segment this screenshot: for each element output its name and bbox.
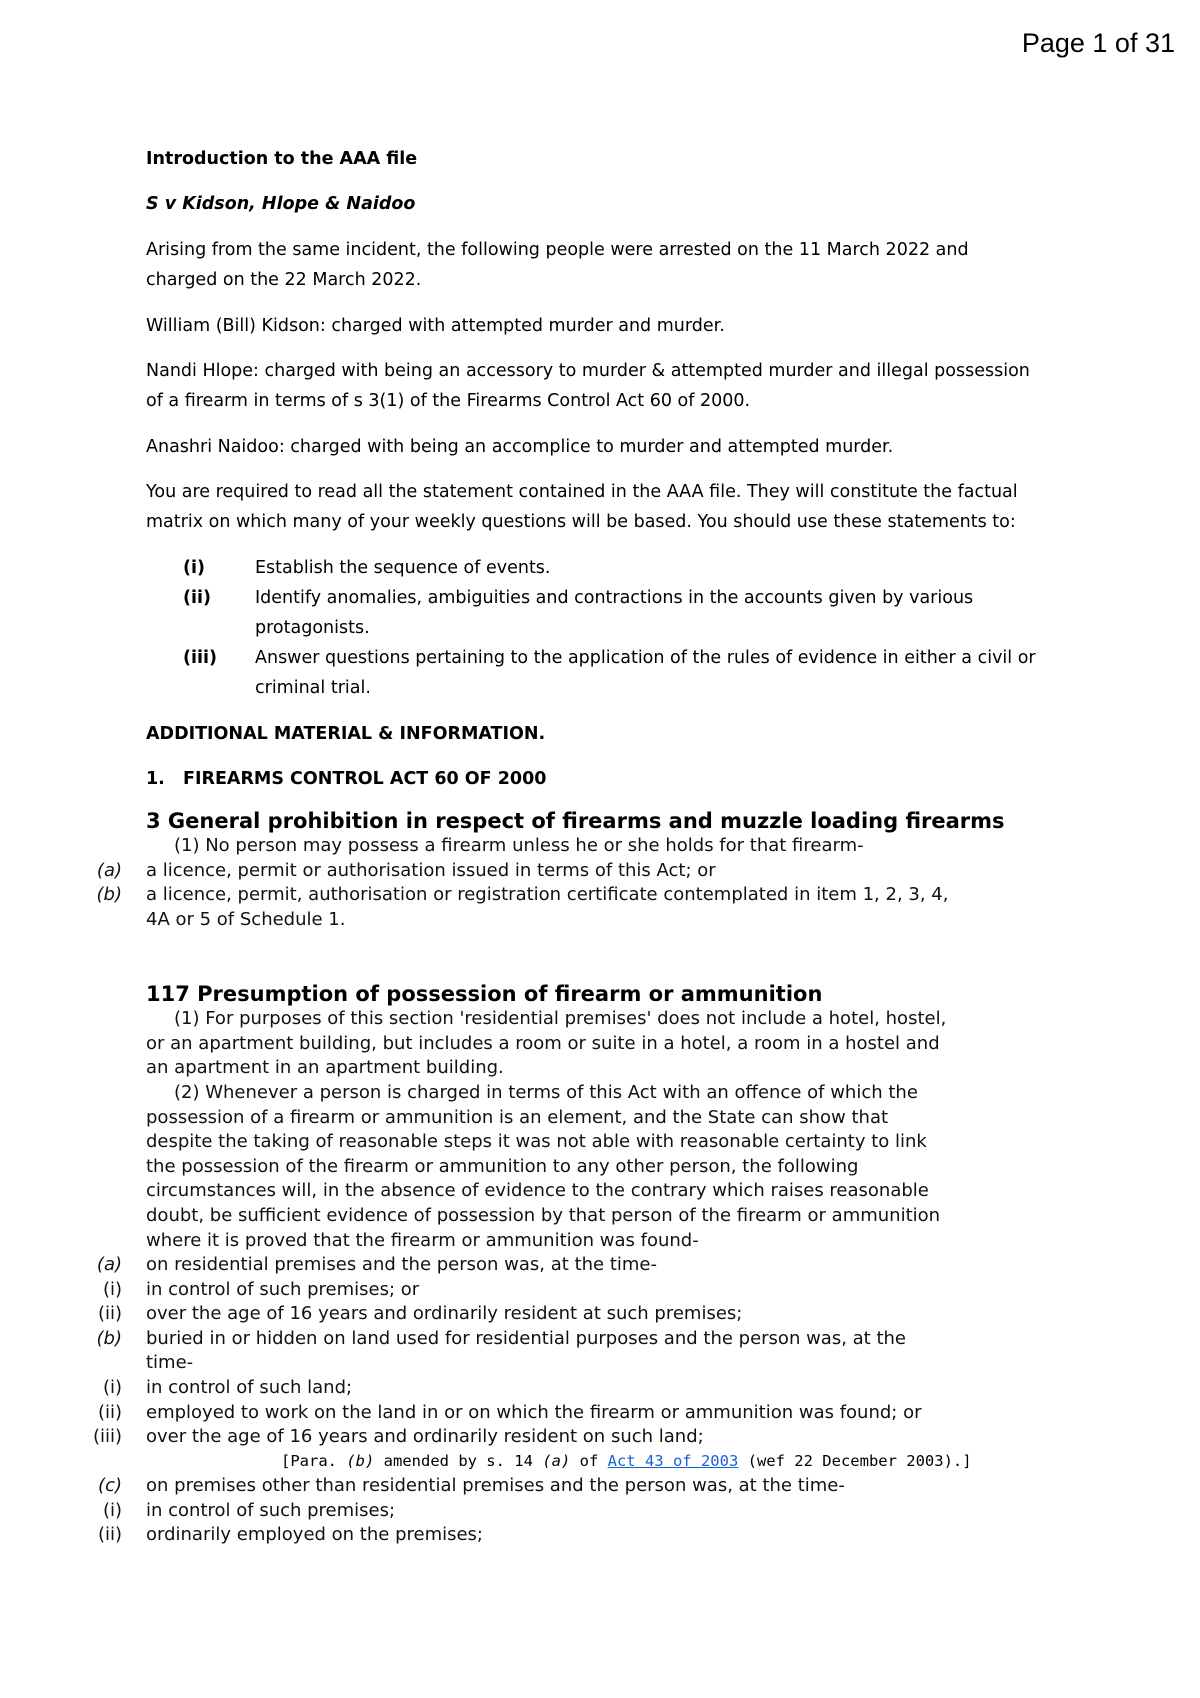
- section-3-heading: 3 General prohibition in respect of firearms and muzzle loading firearms: [146, 809, 1005, 833]
- hlope-charge-line-2: of a firearm in terms of s 3(1) of the Firearms Control Act 60 of 2000.: [146, 391, 751, 411]
- section-117-item: ordinarily employed on the premises;: [146, 1524, 483, 1545]
- section-117-item: in control of such premises;: [146, 1500, 396, 1521]
- section-3-para-b-line-1: a licence, permit, authorisation or registration certificate contemplated in item 1, 2, 3, 4,: [146, 884, 949, 905]
- section-117-item: over the age of 16 years and ordinarily resident at such premises;: [146, 1303, 743, 1324]
- amendment-suffix: (wef 22 December 2003).]: [738, 1452, 972, 1470]
- section-117-sub-2-line: circumstances will, in the absence of evidence to the contrary which raises reasonable: [146, 1180, 929, 1201]
- task-text: protagonists.: [255, 618, 370, 638]
- section-117-sub-1-line: an apartment in an apartment building.: [146, 1057, 504, 1078]
- intro-title: Introduction to the AAA file: [146, 149, 418, 169]
- section-117-sub-2-line: (2) Whenever a person is charged in terms of this Act with an offence of which the: [174, 1082, 918, 1103]
- section-117-sub-2-line: possession of a firearm or ammunition is an element, and the State can show that: [146, 1107, 889, 1128]
- section-117-sub-2-line: despite the taking of reasonable steps it was not able with reasonable certainty to link: [146, 1131, 927, 1152]
- arrest-line-2: charged on the 22 March 2022.: [146, 270, 422, 290]
- section-117-item: on residential premises and the person was, at the time-: [146, 1254, 657, 1275]
- section-3-para-b-line-2: 4A or 5 of Schedule 1.: [146, 909, 346, 930]
- para-marker: (i): [102, 1500, 122, 1521]
- page-number: Page 1 of 31: [1021, 28, 1175, 58]
- section-117-item: in control of such land;: [146, 1377, 353, 1398]
- para-marker: (i): [102, 1279, 122, 1300]
- task-text: criminal trial.: [255, 678, 371, 698]
- section-3-subsection-1: (1) No person may possess a firearm unless he or she holds for that firearm-: [174, 835, 864, 856]
- instructions-line-2: matrix on which many of your weekly questions will be based. You should use these statements to:: [146, 512, 1016, 532]
- hlope-charge-line-1: Nandi Hlope: charged with being an accessory to murder & attempted murder and illegal possession: [146, 361, 1030, 381]
- section-117-item: in control of such premises; or: [146, 1279, 420, 1300]
- para-marker: (c): [98, 1475, 122, 1496]
- arrest-line-1: Arising from the same incident, the following people were arrested on the 11 March 2022 and: [146, 240, 969, 260]
- kidson-charge: William (Bill) Kidson: charged with attempted murder and murder.: [146, 316, 725, 336]
- amendment-note: [281, 1450, 972, 1472]
- section-117-heading: 117 Presumption of possession of firearm or ammunition: [146, 982, 823, 1006]
- act-43-of-2003-link[interactable]: Act 43 of 2003: [607, 1452, 739, 1470]
- task-marker: (iii): [183, 648, 217, 668]
- section-117-sub-1-line: or an apartment building, but includes a room or suite in a hotel, a room in a hostel and: [146, 1033, 940, 1054]
- section-117-sub-2-line: doubt, be sufficient evidence of possession by that person of the firearm or ammunition: [146, 1205, 941, 1226]
- task-text: Answer questions pertaining to the application of the rules of evidence in either a civil or: [255, 648, 1036, 668]
- case-name: S v Kidson, Hlope & Naidoo: [146, 194, 416, 214]
- para-marker: (b): [96, 1328, 122, 1349]
- additional-heading: ADDITIONAL MATERIAL & INFORMATION.: [146, 724, 546, 744]
- section-117-sub-2-line: the possession of the firearm or ammunition to any other person, the following: [146, 1156, 859, 1177]
- section-3-para-a: a licence, permit or authorisation issued in terms of this Act; or: [146, 860, 716, 881]
- naidoo-charge: Anashri Naidoo: charged with being an accomplice to murder and attempted murder.: [146, 437, 894, 457]
- amendment-para-ref: (b): [346, 1452, 375, 1470]
- para-marker: (i): [102, 1377, 122, 1398]
- section-117-sub-1-line: (1) For purposes of this section 'residential premises' does not include a hotel, hostel,: [174, 1008, 947, 1029]
- section-117-item: over the age of 16 years and ordinarily resident on such land;: [146, 1426, 704, 1447]
- item-1-title: FIREARMS CONTROL ACT 60 OF 2000: [183, 769, 547, 789]
- para-marker: (a): [96, 860, 122, 881]
- section-117-item: on premises other than residential premises and the person was, at the time-: [146, 1475, 845, 1496]
- amendment-of: of: [570, 1452, 608, 1470]
- para-marker: (b): [96, 884, 122, 905]
- task-marker: (i): [183, 558, 205, 578]
- section-117-item: buried in or hidden on land used for residential purposes and the person was, at the: [146, 1328, 906, 1349]
- section-117-item: employed to work on the land in or on which the firearm or ammunition was found; or: [146, 1402, 922, 1423]
- para-marker: (a): [96, 1254, 122, 1275]
- amendment-mid: amended by s. 14: [374, 1452, 543, 1470]
- section-117-item: time-: [146, 1352, 194, 1373]
- task-marker: (ii): [183, 588, 211, 608]
- amendment-subsection-ref: (a): [542, 1452, 571, 1470]
- task-text: Establish the sequence of events.: [255, 558, 551, 578]
- instructions-line-1: You are required to read all the statement contained in the AAA file. They will constitute the factual: [146, 482, 1018, 502]
- para-marker: (ii): [97, 1524, 122, 1545]
- task-text: Identify anomalies, ambiguities and contractions in the accounts given by various: [255, 588, 974, 608]
- para-marker: (ii): [97, 1402, 122, 1423]
- para-marker: (iii): [92, 1426, 122, 1447]
- section-117-sub-2-line: where it is proved that the firearm or ammunition was found-: [146, 1230, 699, 1251]
- amendment-prefix: [Para.: [281, 1452, 347, 1470]
- item-1-number: 1.: [146, 769, 165, 789]
- para-marker: (ii): [97, 1303, 122, 1324]
